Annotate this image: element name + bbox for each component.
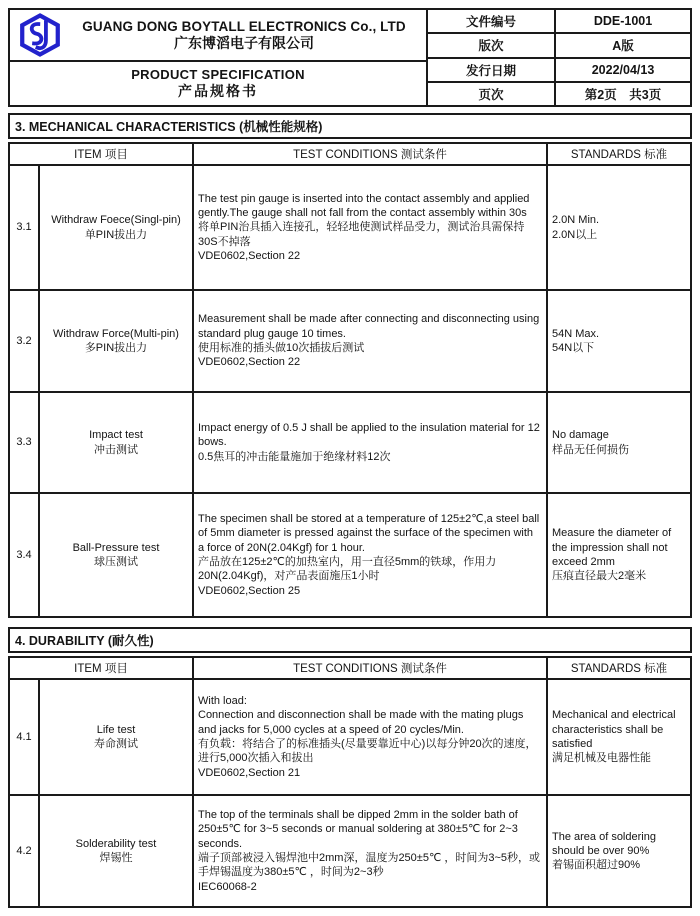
- test-conditions: The test pin gauge is inserted into the contact assembly and applied gently.The gauge shall not fall from the contact assembly within 30s 将单PIN治具插入连接孔，轻轻地使测试样品受力，测试治具需保持30S不掉落 VDE0602,Section 22: [194, 166, 548, 289]
- row-number: 4.1: [10, 680, 40, 794]
- row-number: 3.2: [10, 291, 40, 391]
- meta-label: 版次: [428, 34, 556, 56]
- meta-row-doc-number: [428, 10, 690, 34]
- item-name: Withdraw Force(Multi-pin) 多PIN拔出力: [40, 291, 194, 391]
- table-row: [10, 393, 690, 494]
- column-header-test-conditions: TEST CONDITIONS 测试条件: [194, 144, 548, 164]
- meta-value: DDE-1001: [593, 14, 653, 29]
- meta-label: 发行日期: [428, 59, 556, 81]
- column-header-item: ITEM 项目: [10, 144, 194, 164]
- table-header-row: [10, 144, 690, 166]
- test-conditions: The top of the terminals shall be dipped 2mm in the solder bath of 250±5℃ for 3~5 seconds or manual soldering at 380±5℃ for 2~3 seconds. 端子顶部被浸入锡焊池中2mm深，温度为250±5℃ ，时间为3~5秒，或手焊锡温度为380±5℃ ，时间为2~3秒 IEC60068-2: [194, 796, 548, 906]
- meta-row-revision: [428, 34, 690, 58]
- document-page: [8, 8, 692, 908]
- doc-title-cn: 产品规格书: [178, 82, 258, 99]
- standards: No damage 样品无任何损伤: [552, 429, 629, 456]
- test-conditions: Measurement shall be made after connecting and disconnecting using standard plug gauge 10 times. 使用标准的插头做10次插拔后测试 VDE0602,Section 22: [194, 291, 548, 391]
- standards: Measure the diameter of the impression shall not exceed 2mm 压痕直径最大2毫米: [552, 527, 672, 583]
- standards: The area of soldering should be over 90% 着锡面积超过90%: [552, 830, 656, 872]
- document-header: [8, 8, 692, 107]
- meta-value: A版: [612, 39, 634, 54]
- column-header-standards: STANDARDS 标准: [570, 149, 668, 161]
- meta-label: 文件编号: [428, 10, 556, 32]
- table-row: [10, 166, 690, 291]
- row-number: 4.2: [10, 796, 40, 906]
- mechanical-table: [8, 142, 692, 618]
- company-name-en: GUANG DONG BOYTALL ELECTRONICS Co., LTD: [82, 18, 406, 34]
- column-header-item: ITEM 项目: [10, 658, 194, 678]
- item-name: Impact test 冲击测试: [40, 393, 194, 492]
- table-row: [10, 680, 690, 796]
- standards: Mechanical and electrical characteristics shall be satisfied 满足机械及电器性能: [552, 709, 676, 765]
- doc-title-block: [10, 62, 426, 105]
- test-conditions: With load: Connection and disconnection shall be made with the mating plugs and jacks for 5,000 cycles at a speed of 20 cycles/Min. 有负载：将结合了的标准插头(尽量要靠近中心)以每分钟20次的速度，进行5,000次插入和拔出 VDE0602,Section 21: [194, 680, 548, 794]
- meta-value: 第2页 共3页: [584, 87, 662, 102]
- section-title-mechanical: 3. MECHANICAL CHARACTERISTICS (机械性能规格): [8, 113, 692, 139]
- header-left: [10, 10, 428, 105]
- table-header-row: [10, 658, 690, 680]
- company-block: [10, 10, 426, 62]
- item-name: Withdraw Foece(Singl-pin) 单PIN拔出力: [40, 166, 194, 289]
- meta-row-page-number: [428, 83, 690, 105]
- test-conditions: The specimen shall be stored at a temperature of 125±2℃,a steel ball of 5mm diameter is pressed against the surface of the specimen with a force of 20N(2.04Kgf) for 1 hour. 产品放在125±2℃的加热室内，用一直径5mm的铁球，作用力20N(2.04Kgf)，对产品表面施压1小时 VDE0602,Section 25: [194, 494, 548, 616]
- meta-value: 2022/04/13: [591, 62, 655, 77]
- durability-table: [8, 656, 692, 908]
- table-row: [10, 796, 690, 906]
- row-number: 3.1: [10, 166, 40, 289]
- item-name: Solderability test 焊锡性: [40, 796, 194, 906]
- company-logo-icon: [14, 13, 66, 57]
- standards: 2.0N Min. 2.0N以上: [552, 214, 600, 241]
- company-name-cn: 广东博滔电子有限公司: [174, 34, 314, 51]
- column-header-standards: STANDARDS 标准: [570, 663, 668, 675]
- meta-row-issue-date: [428, 59, 690, 83]
- header-meta-table: [428, 10, 690, 105]
- item-name: Life test 寿命测试: [40, 680, 194, 794]
- test-conditions: Impact energy of 0.5 J shall be applied to the insulation material for 12 bows. 0.5焦耳的冲击能量施加于绝缘材料12次: [194, 393, 548, 492]
- section-title-durability: 4. DURABILITY (耐久性): [8, 627, 692, 653]
- row-number: 3.3: [10, 393, 40, 492]
- table-row: [10, 494, 690, 616]
- table-row: [10, 291, 690, 393]
- company-names: [66, 19, 422, 52]
- item-name: Ball-Pressure test 球压测试: [40, 494, 194, 616]
- standards: 54N Max. 54N以下: [552, 327, 600, 354]
- doc-title-en: PRODUCT SPECIFICATION: [131, 66, 305, 82]
- column-header-test-conditions: TEST CONDITIONS 测试条件: [194, 658, 548, 678]
- row-number: 3.4: [10, 494, 40, 616]
- meta-label: 页次: [428, 83, 556, 105]
